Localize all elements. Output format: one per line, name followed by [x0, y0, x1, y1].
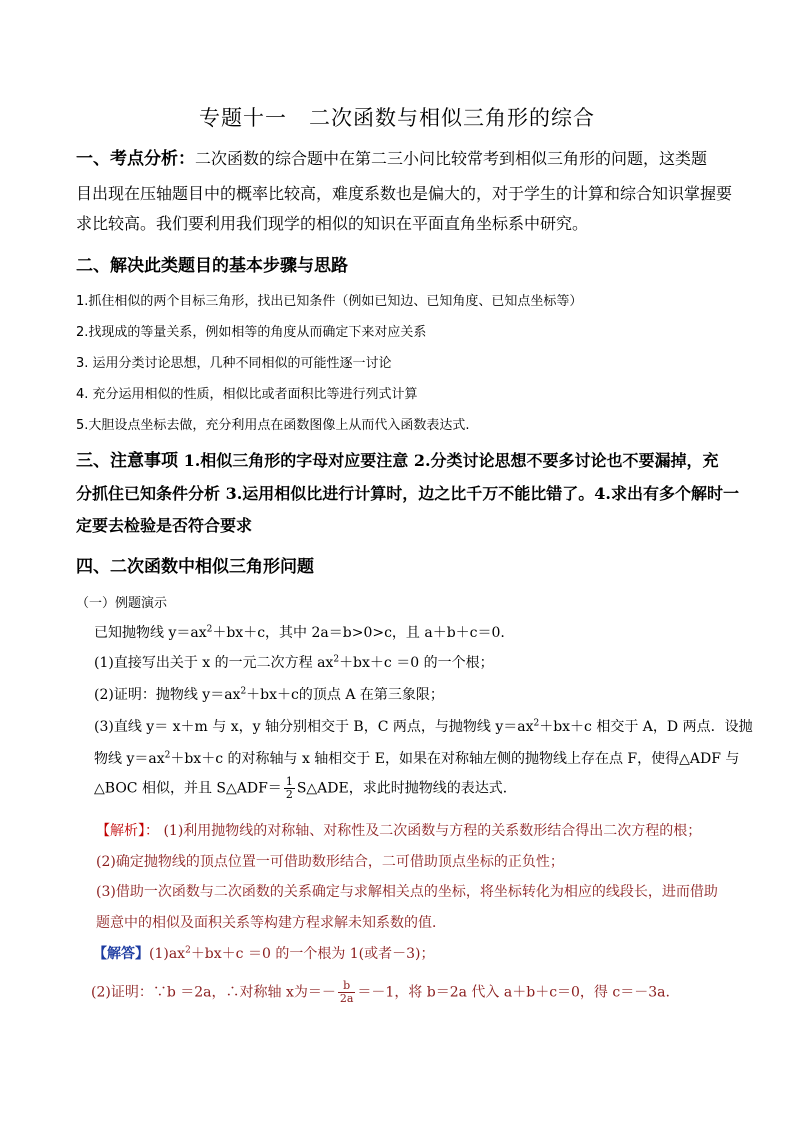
question-3-e: △BOC 相似，并且 S△ADF＝: [94, 780, 282, 797]
sec3-line1-text: 1.相似三角形的字母对应要注意 2.分类讨论思想不要多讨论也不要漏掉，充: [183, 451, 719, 470]
answer-2-a: (2)证明：∵b ＝2a，∴对称轴 x为＝－: [91, 984, 336, 1001]
analysis-line1: [96, 820, 701, 840]
sec1-line2: 目出现在压轴题目中的概率比较高，难度系数也是偏大的，对于学生的计算和综合知识掌握要: [76, 184, 733, 203]
fraction-one-half: [284, 776, 295, 801]
question-3-d: ＋bx＋c 的对称轴与 x 轴相交于 E，如果在对称轴左侧的抛物线上存在点 F，使得△ADF 与: [170, 751, 740, 767]
sec1-heading: 一、考点分析：: [76, 149, 195, 169]
superscript: 2: [533, 718, 540, 729]
analysis-1: (1)利用抛物线的对称轴、对称性及二次函数与方程的关系数形结合得出二次方程的根；: [163, 823, 702, 839]
question-1-a: (1)直接写出关于 x 的一元二次方程 ax: [94, 655, 334, 671]
analysis-line3: (3)借助一次函数与二次函数的关系确定与求解相关点的坐标，将坐标转化为相应的线段长，进而借助: [96, 884, 718, 900]
sec4-heading: 四、二次函数中相似三角形问题: [76, 557, 314, 577]
step-1: 1.抓住相似的两个目标三角形，找出已知条件（例如已知边、已知角度、已知点坐标等）: [76, 294, 583, 309]
fraction-numerator: 1: [285, 775, 293, 788]
sec3-heading: 三、注意事项: [76, 451, 178, 471]
answer-label: 【解答】: [93, 946, 149, 962]
example-subheading: （一）例题演示: [76, 596, 168, 611]
question-3-c: 物线 y＝ax: [94, 751, 165, 767]
question-3-b: ＋bx＋c 相交于 A，D 两点．设抛: [539, 719, 753, 735]
step-2: 2.找现成的等量关系，例如相等的角度从而确定下来对应关系: [76, 325, 427, 340]
sec1-line1: [76, 148, 707, 170]
sec2-heading: 二、解决此类题目的基本步骤与思路: [76, 256, 348, 276]
question-3-line2: [94, 748, 739, 768]
answer-1-a: (1)ax: [149, 946, 186, 962]
question-3-line3: [94, 776, 517, 801]
analysis-line2: (2)确定抛物线的顶点位置一可借助数形结合，二可借助顶点坐标的正负性；: [96, 854, 564, 870]
question-2-b: ＋bx＋c的顶点 A 在第三象限；: [246, 687, 444, 703]
superscript: 2: [333, 654, 340, 665]
superscript: 2: [185, 945, 191, 956]
analysis-line4: 题意中的相似及面积关系等构建方程求解未知系数的值．: [96, 915, 446, 931]
page-title: 专题十一 二次函数与相似三角形的综合: [199, 106, 595, 130]
sec3-line1: [76, 450, 719, 472]
fraction-b-over-2a: [338, 980, 356, 1005]
answer-2-b: ＝－1，将 b＝2a 代入 a＋b＋c＝0，得 c＝－3a.: [357, 984, 670, 1001]
sec3-line2: 分抓住已知条件分析 3.运用相似比进行计算时，边之比千万不能比错了。4.求出有多个解时一: [76, 484, 739, 503]
fraction-denominator: 2: [285, 788, 293, 801]
answer-line2: [91, 980, 670, 1005]
problem-stem-a: 已知抛物线 y＝ax: [94, 625, 207, 641]
problem-stem-b: ＋bx＋c，其中 2a＝b>0>c，且 a＋b＋c＝0.: [212, 625, 505, 641]
sec1-line1-text: 二次函数的综合题中在第二三小问比较常考到相似三角形的问题，这类题: [195, 149, 708, 168]
question-3-a: (3)直线 y＝ x＋m 与 x，y 轴分别相交于 B，C 两点，与抛物线 y＝ax: [94, 719, 534, 735]
sec1-line3: 求比较高。我们要利用我们现学的相似的知识在平面直角坐标系中研究。: [76, 214, 589, 233]
question-3-f: S△ADE，求此时抛物线的表达式．: [296, 780, 517, 797]
step-4: 4. 充分运用相似的性质，相似比或者面积比等进行列式计算: [76, 387, 418, 402]
answer-1-b: ＋bx＋c ＝0 的一个根为 1(或者－3)；: [190, 946, 435, 962]
step-5: 5.大胆设点坐标去做，充分利用点在函数图像上从而代入函数表达式.: [76, 418, 470, 433]
analysis-label: 【解析】：: [96, 823, 159, 839]
step-3: 3. 运用分类讨论思想，几种不同相似的可能性逐一讨论: [76, 356, 392, 371]
question-2: [94, 684, 444, 704]
question-2-a: (2)证明：抛物线 y＝ax: [94, 687, 241, 703]
fraction-numerator: b: [338, 980, 356, 993]
fraction-denominator: 2a: [339, 992, 354, 1005]
superscript: 2: [164, 750, 171, 761]
problem-stem: [94, 622, 505, 642]
superscript: 2: [206, 624, 213, 635]
question-1-b: ＋bx＋c ＝0 的一个根；: [339, 655, 494, 671]
answer-line1: [93, 943, 435, 963]
superscript: 2: [240, 686, 247, 697]
question-3-line1: [94, 716, 753, 736]
question-1: [94, 652, 494, 672]
sec3-line3: 定要去检验是否符合要求: [76, 516, 253, 535]
